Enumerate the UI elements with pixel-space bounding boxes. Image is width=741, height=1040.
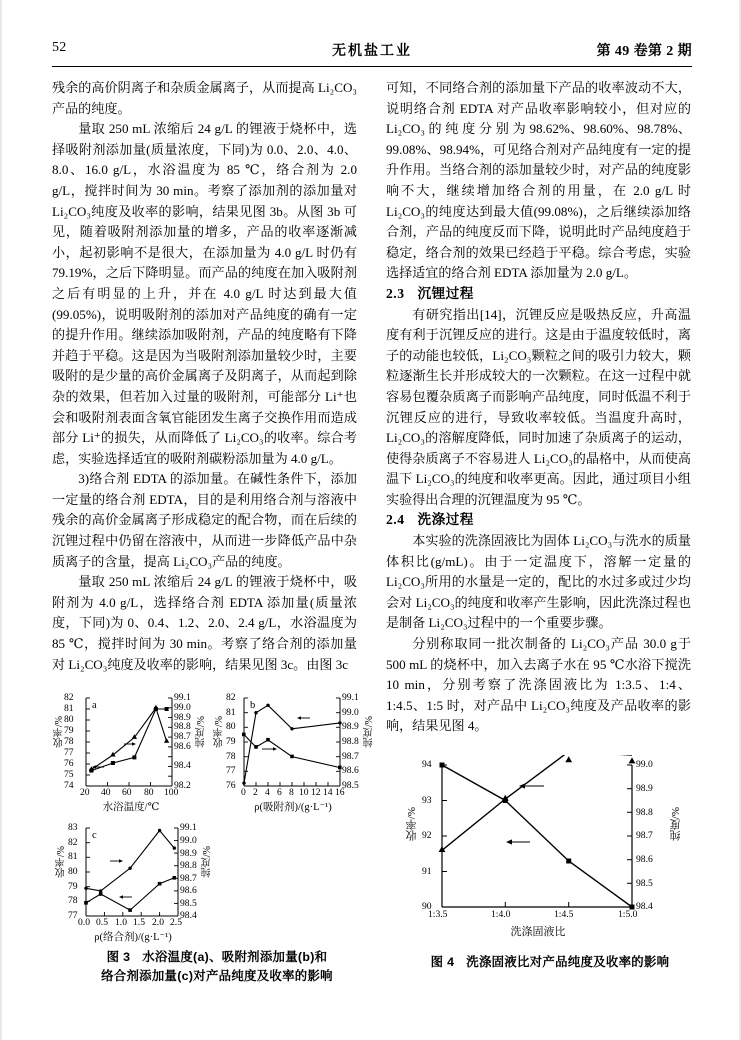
fig3a-y2tick-7: 98.9 [174,712,191,723]
figure-3-panel-b [210,688,385,818]
fig3b-y2tick-0: 98.5 [342,780,359,791]
fig3b-y2tick-3: 98.8 [342,736,359,747]
fig3c-ytick-1: 78 [68,895,78,906]
fig3b-y2tick-2: 98.7 [342,751,359,762]
fig3a-ytick-5: 79 [64,725,74,736]
fig3c-ytick-0: 77 [68,910,78,921]
figure-3-panel-a [52,688,214,818]
fig4-yaxis-title: 收率/% [406,807,418,842]
fig3c-ytick-3: 80 [68,866,78,877]
left-column [52,78,357,675]
fig3b-xtick-0: 0 [241,787,246,798]
paragraph-r3: 本实验的洗涤固液比为固体 Li₂CO₃与洗水的质量体积比(g/mL)。由于一定温度下，溶解一定量的 Li₂CO₃所用的水量是一定的，配比的水过多或过少均会对 Li₂CO₃的纯度和收率产生影响，因此洗涤过程也是制备 Li₂CO₃过程中的一个重要步骤。 [386,533,691,631]
fig3c-xtick-4: 2.0 [152,917,164,928]
paragraph-l1: 残余的高价阴离子和杂质金属离子，从而提高 Li₂CO₃产品的纯度。 [52,80,357,116]
fig3b-ytick-5: 81 [226,707,236,718]
paragraph-r4: 分别称取同一批次制备的 Li₂CO₃产品 30.0 g于 500 mL 的烧杯中，加入去离子水在 95 ℃水浴下搅洗 10 min，分别考察了洗涤固液比为 1:3.5、1:4、1:4.5、1:5 时，对产品中 Li₂CO₃纯度及产品收率的影响，结果见图 4。 [386,636,691,734]
fig3c-ytick-6: 83 [68,822,78,833]
fig3a-xtick-4: 100 [164,787,179,798]
fig3b-xtick-8: 16 [335,787,345,798]
fig4-y2tick-4: 98.8 [636,807,653,818]
fig4-ytick-4: 94 [422,759,432,770]
fig3a-y2tick-8: 99.0 [174,702,191,713]
paragraph-l2: 量取 250 mL 浓缩后 24 g/L 的锂液于烧杯中，选择吸附剂添加量(质量浓度，下同)为 0.0、2.0、4.0、8.0、16.0 g/L，水浴温度为 85 ℃，络合剂为 2.0 g/L，搅拌时间为 30 min。考察了添加剂的添加量对 Li₂CO₃纯度及收率的影响，结果见图 3b。从图 3b 可见，随着吸附剂添加量的增多，产品的收率逐渐减小，起初影响不是很大，在添加量为 4.0 g/L 时仍有 79.19%，之后下降明显。而产品的纯度在加入吸附剂之后有明显的上升，并在 4.0 g/L 时达到最大值(99.05%)，说明吸附剂的添加对产品纯度的确有一定的提升作用。继续添加吸附剂，产品的纯度略有下降并趋于平稳。这是因为当吸附剂添加量较少时，主要吸附的是少量的高价金属离子及阴离子，从而起到除杂的效果，但若加入过量的吸附剂，可能部分 Li⁺也会和吸附剂表面含氧官能团发生离子交换作用而造成部分 Li⁺的损失，从而降低了 Li₂CO₃的收率。综合考虑，实验选择适宜的吸附剂碳粉添加量为 4.0 g/L。 [52,121,357,466]
fig4-ytick-2: 92 [422,830,432,841]
fig3c-y2tick-2: 98.6 [180,885,197,896]
figure-3-caption-line2: 络合剂添加量(c)对产品纯度及收率的影响 [101,969,333,983]
fig3c-y2tick-3: 98.7 [180,873,197,884]
fig3c-xtick-5: 2.5 [170,917,182,928]
fig3c-y2tick-1: 98.5 [180,898,197,909]
header-divider [52,66,692,67]
fig4-y2tick-3: 98.7 [636,830,653,841]
fig3b-xtick-6: 12 [311,787,321,798]
fig3a-y2axis-title: 纯度/% [196,716,207,748]
section-number-2-3: 2.3 [386,285,405,301]
figure-4-caption-text: 洗涤固液比对产品纯度及收率的影响 [466,955,670,969]
fig3b-xtick-1: 2 [253,787,258,798]
fig3a-y2tick-0: 98.2 [174,780,191,791]
figure-3-caption [52,948,382,986]
fig4-y2tick-0: 98.4 [636,901,653,912]
fig3b-ytick-3: 79 [226,736,236,747]
fig3b-y2tick-4: 98.9 [342,721,359,732]
right-column [386,78,691,737]
fig3c-y2axis-title: 纯度/% [202,846,213,878]
fig3c-xtick-1: 0.5 [96,917,108,928]
fig4-ytick-3: 93 [422,795,432,806]
fig3b-y2tick-5: 99.0 [342,707,359,718]
panel-label-b: b [250,700,256,711]
fig4-xtick-2: 1:4.5 [554,909,574,920]
fig3c-y2tick-6: 99.0 [180,835,197,846]
fig3c-ytick-4: 81 [68,851,78,862]
fig4-xaxis-title: 洗涤固液比 [510,926,566,938]
fig3c-ytick-2: 79 [68,881,78,892]
fig4-ytick-1: 91 [422,866,432,877]
fig3b-ytick-4: 80 [226,721,236,732]
fig3c-yaxis-title: 收率/% [56,846,67,878]
fig3b-y2axis-title: 纯度/% [364,716,375,748]
fig3a-y2tick-9: 99.1 [174,692,191,703]
fig3a-xaxis-title: 水浴温度/℃ [102,802,160,813]
fig3a-y2tick-6: 98.8 [174,721,191,732]
fig4-y2axis-title: 纯度/% [670,807,682,842]
fig3a-xtick-0: 20 [80,787,90,798]
section-title-2-3: 沉锂过程 [417,285,474,301]
figure-4-plot [400,755,700,955]
fig3a-ytick-8: 82 [64,692,74,703]
section-heading-2-3 [386,284,691,305]
fig3b-ytick-1: 77 [226,765,236,776]
fig3c-xaxis-title: ρ(络合剂)/(g·L⁻¹) [94,932,172,943]
fig4-y2tick-2: 98.6 [636,854,653,865]
fig3a-ytick-6: 80 [64,714,74,725]
section-heading-2-4 [386,510,691,531]
journal-title: 无机盐工业 [332,44,412,59]
fig3b-xtick-5: 10 [299,787,309,798]
figure-4-number: 图 4 [430,955,455,969]
fig3a-y2tick-5: 98.7 [174,731,191,742]
figure-4-caption [400,953,700,972]
fig3c-xtick-0: 0.0 [78,917,90,928]
fig3a-y2tick-4: 98.6 [174,741,191,752]
fig3c-xtick-2: 1.0 [115,917,127,928]
fig3c-y2tick-4: 98.8 [180,860,197,871]
fig3b-xtick-2: 4 [265,787,270,798]
fig3a-ytick-3: 77 [64,747,74,758]
fig3a-ytick-0: 74 [64,780,74,791]
fig4-y2tick-1: 98.5 [636,878,653,889]
panel-label-a: a [92,700,97,711]
paragraph-r1: 可知，不同络合剂的添加量下产品的收率波动不大，说明络合剂 EDTA 对产品收率影响较小，但对应的 Li₂CO₃ 的 纯 度 分 别 为 98.62%、98.60%、98.78%、99.08%、98.94%，可见络合剂对产品纯度有一定的提升作用。当络合剂的添加量较少时，对产品的纯度影响不大，继续增加络合剂的用量，在 2.0 g/L 时 Li₂CO₃的纯度达到最大值(99.08%)，之后继续添加络合剂，产品的纯度反而下降，说明此时产品纯度趋于稳定，络合剂的效果已经趋于平稳。综合考虑，实验选择适宜的络合剂 EDTA 添加量为 2.0 g/L。 [386,80,691,281]
paragraph-l3: 3)络合剂 EDTA 的添加量。在碱性条件下，添加一定量的络合剂 EDTA，目的是利用络合剂与溶液中残余的高价金属离子形成稳定的配合物，而在后续的沉锂过程中仍留在溶液中，从而进一步降低产品中杂质离子的含量，提高 Li₂CO₃产品的纯度。 [52,471,357,569]
fig3b-xtick-4: 8 [289,787,294,798]
fig3a-ytick-7: 81 [64,703,74,714]
fig3a-xtick-3: 80 [144,787,154,798]
fig3a-ytick-2: 76 [64,758,74,769]
fig3c-y2tick-5: 98.9 [180,848,197,859]
figure-3-caption-line1: 水浴温度(a)、吸附剂添加量(b)和 [142,950,328,964]
fig4-xtick-1: 1:4.0 [491,909,511,920]
fig4-y2tick-5: 98.9 [636,783,653,794]
fig3a-ytick-4: 78 [64,736,74,747]
fig3c-y2tick-0: 98.4 [180,910,197,921]
issue-info: 第 49 卷第 2 期 [596,44,692,59]
fig3b-y2tick-1: 98.6 [342,765,359,776]
fig3a-ytick-1: 75 [64,769,74,780]
paragraph-r2: 有研究指出[14]，沉锂反应是吸热反应，升高温度有利于沉锂反应的进行。这是由于温度较低时，离子的动能也较低，Li₂CO₃颗粒之间的吸引力较大，颗粒逐渐生长并形成较大的一次颗粒。在这一过程中就容易包覆杂质离子而影响产品纯度，同时低温不利于沉锂反应的进行，导致收率较低。当温度升高时，Li₂CO₃的溶解度降低，同时加速了杂质离子的运动，使得杂质离子不容易进人 Li₂CO₃的晶格中，从而使高温下 Li₂CO₃的纯度和收率更高。因此，通过项目小组实验得出合理的沉锂温度为 95 ℃。 [386,306,691,507]
fig3a-y2tick-2: 98.4 [174,760,191,771]
running-head [52,40,692,62]
fig3a-xtick-2: 60 [122,787,132,798]
panel-label-c: c [92,830,97,841]
section-title-2-4: 洗涤过程 [417,512,474,528]
section-number-2-4: 2.4 [386,512,405,528]
fig3b-yaxis-title: 收率/% [214,716,225,748]
fig4-y2tick-6: 99.0 [636,759,653,770]
fig3c-xtick-3: 1.5 [133,917,145,928]
fig3b-ytick-6: 82 [226,692,236,703]
fig3b-xtick-3: 6 [277,787,282,798]
figure-3-panel-c [52,818,227,950]
fig3a-yaxis-title: 收率/% [54,716,65,748]
page-number: 52 [52,40,67,55]
fig3c-y2tick-7: 99.1 [180,822,197,833]
fig4-ytick-0: 90 [422,901,432,912]
fig3c-ytick-5: 82 [68,837,78,848]
fig3b-xaxis-title: ρ(吸附剂)/(g·L⁻¹) [254,802,332,813]
figure-3-number: 图 3 [106,950,131,964]
fig3b-ytick-2: 78 [226,751,236,762]
fig3b-ytick-0: 76 [226,780,236,791]
fig4-xtick-0: 1:3.5 [428,909,448,920]
fig3b-xtick-7: 14 [323,787,333,798]
fig4-xtick-3: 1:5.0 [618,909,638,920]
paragraph-l4: 量取 250 mL 浓缩后 24 g/L 的锂液于烧杯中，吸附剂为 4.0 g/L，选择络合剂 EDTA 添加量(质量浓度，下同)为 0、0.4、1.2、2.0、2.4 g/L，水浴温度为 85 ℃，搅拌时间为 30 min。考察了络合剂的添加量对 Li₂CO₃纯度及收率的影响，结果见图 3c。由图 3c [52,574,357,672]
fig3a-xtick-1: 40 [101,787,111,798]
fig3b-y2tick-6: 99.1 [342,692,359,703]
